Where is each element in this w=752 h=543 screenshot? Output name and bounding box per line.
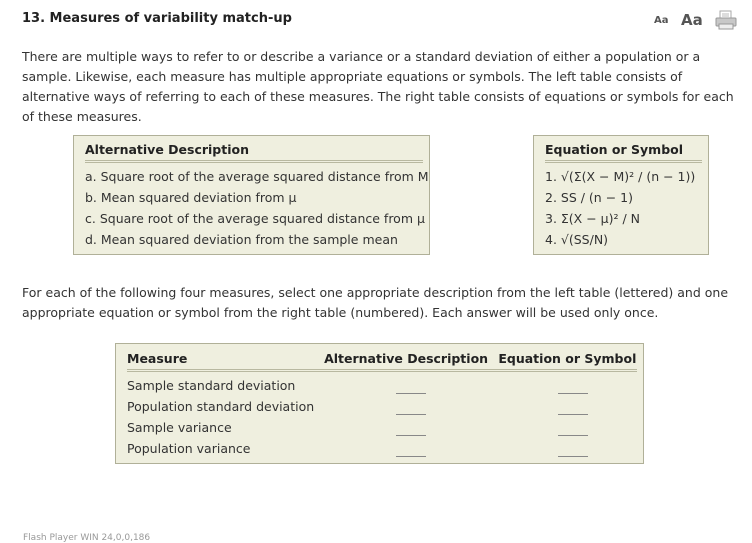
description-row-c: c. Square root of the average squared distance from μ — [85, 211, 425, 226]
equation-answer-blank[interactable] — [558, 379, 588, 394]
measure-label: Population standard deviation — [127, 399, 315, 414]
table-row — [127, 375, 637, 396]
equation-answer-blank[interactable] — [558, 400, 588, 415]
match-table — [115, 343, 644, 464]
measure-label: Population variance — [127, 441, 251, 456]
table-header: Equation or Symbol — [545, 142, 702, 163]
description-answer-blank[interactable] — [396, 442, 426, 457]
equation-row-3: 3. Σ(X − μ)² / N — [545, 211, 641, 226]
intro-paragraph: There are multiple ways to refer to or describe a variance or a standard deviation of either a population or a sample. Likewise, each measure has multiple appropriate equations or symbols. The left table consists of alternative ways of referring to each of these measures. The right table consists of equations or symbols for each of these measures. — [22, 49, 734, 124]
equation-row-2: 2. SS / (n − 1) — [545, 190, 633, 205]
table-row — [127, 396, 637, 417]
flash-player-version: Flash Player WIN 24,0,0,186 — [23, 533, 151, 543]
equation-header: Equation or Symbol — [498, 351, 637, 366]
font-size-small-button[interactable]: Aa — [654, 15, 669, 26]
description-answer-blank[interactable] — [396, 421, 426, 436]
measure-header: Measure — [127, 351, 188, 366]
description-answer-blank[interactable] — [396, 400, 426, 415]
alternative-description-table — [73, 135, 430, 255]
equation-answer-blank[interactable] — [558, 442, 588, 457]
alt-description-header: Alternative Description — [324, 351, 489, 366]
equation-row-4: 4. √(SS/N) — [545, 232, 609, 247]
table-row — [127, 438, 637, 459]
description-answer-blank[interactable] — [396, 379, 426, 394]
measure-label: Sample standard deviation — [127, 378, 296, 393]
measure-label: Sample variance — [127, 420, 232, 435]
match-table-header — [127, 351, 637, 372]
equation-symbol-table — [533, 135, 709, 255]
font-size-large-button[interactable]: Aa — [681, 11, 703, 29]
question-title: 13. Measures of variability match-up — [22, 11, 292, 26]
equation-answer-blank[interactable] — [558, 421, 588, 436]
print-icon[interactable] — [715, 10, 737, 30]
description-row-d: d. Mean squared deviation from the sample mean — [85, 232, 398, 247]
description-row-b: b. Mean squared deviation from μ — [85, 190, 297, 205]
table-header: Alternative Description — [85, 142, 423, 163]
instructions-paragraph: For each of the following four measures, select one appropriate description from the left table (lettered) and one appropriate equation or symbol from the right table (numbered). Each answer will be used only once. — [22, 285, 729, 320]
description-row-a: a. Square root of the average squared distance from M — [85, 169, 429, 184]
table-row — [127, 417, 637, 438]
equation-row-1: 1. √(Σ(X − M)² / (n − 1)) — [545, 169, 696, 184]
